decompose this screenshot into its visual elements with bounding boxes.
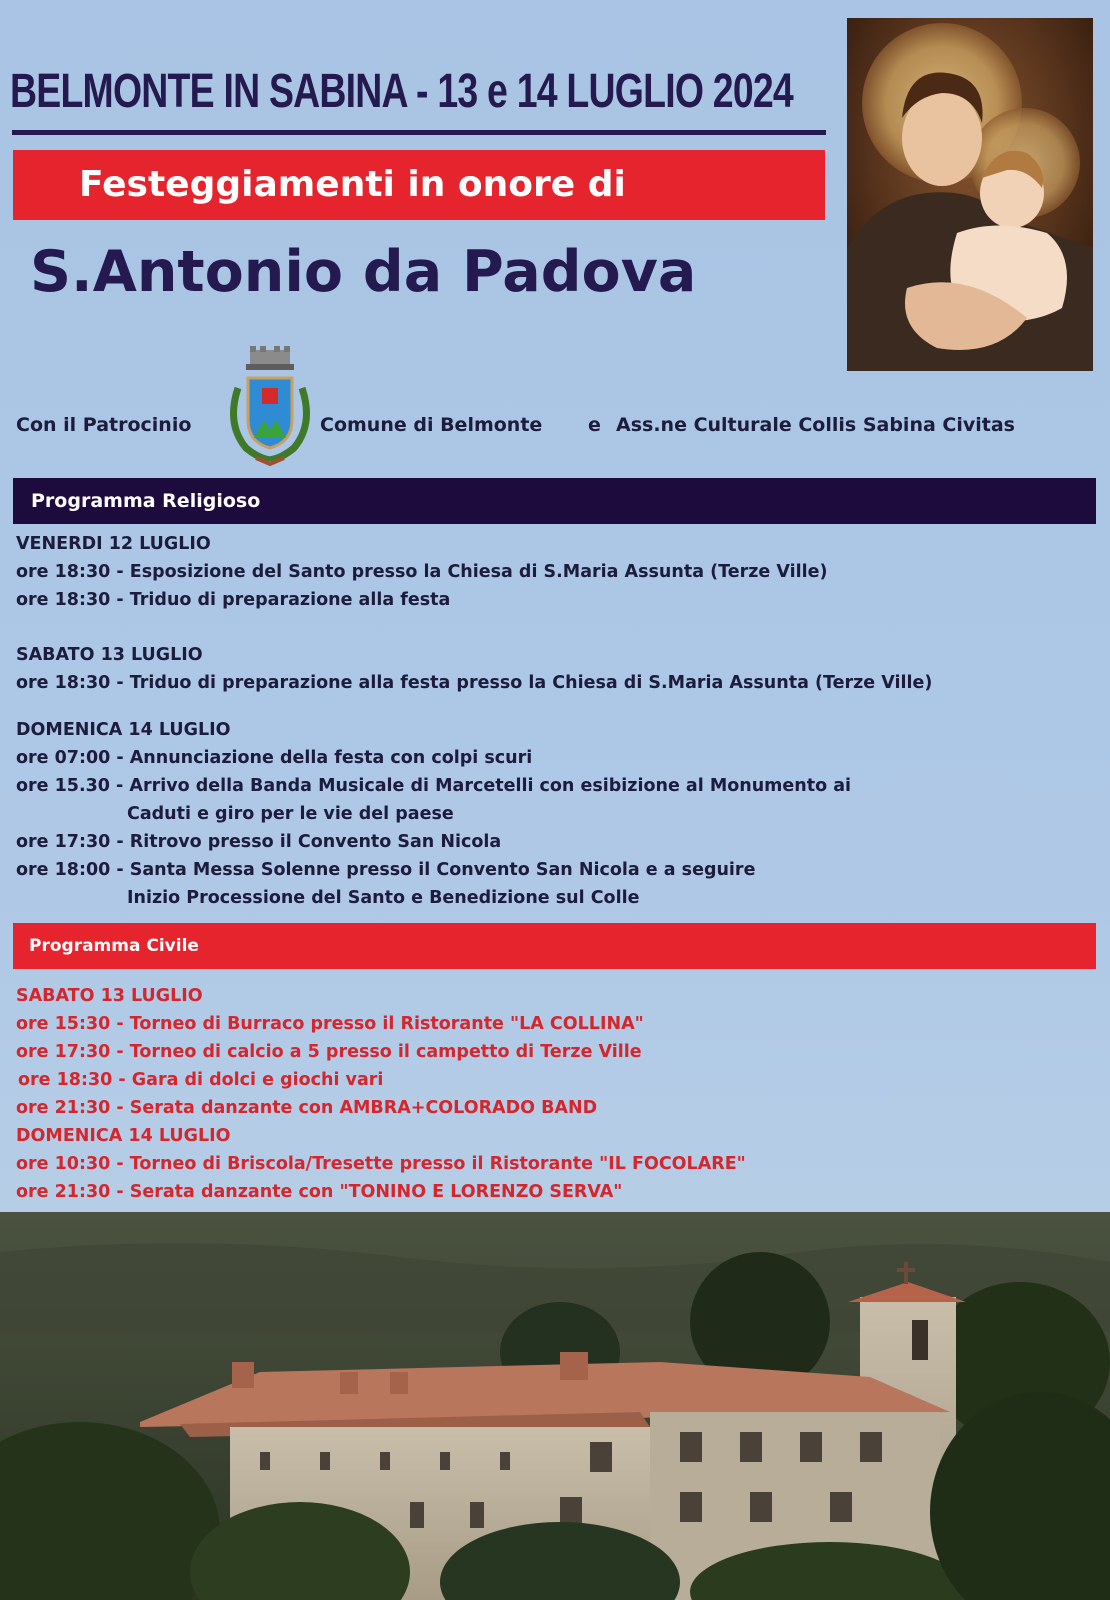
convent-landscape-illustration [0, 1212, 1110, 1600]
schedule-item: ore 21:30 - Serata danzante con "TONINO E LORENZO SERVA" [16, 1182, 623, 1202]
patronage-connector: e [588, 414, 601, 436]
schedule-item: ore 18:30 - Gara di dolci e giochi vari [18, 1070, 384, 1090]
schedule-item: ore 18:30 - Triduo di preparazione alla festa [16, 590, 451, 610]
convent-landscape-image [0, 1212, 1110, 1600]
civil-program-header: Programma Civile [13, 923, 1096, 969]
belmonte-crest-icon [224, 344, 316, 472]
civil-program [16, 983, 1096, 1203]
patronage-comune: Comune di Belmonte [320, 414, 543, 436]
saint-painting-illustration [847, 18, 1093, 371]
schedule-item: ore 18:30 - Triduo di preparazione alla festa presso la Chiesa di S.Maria Assunta (Terze Ville) [16, 673, 933, 693]
schedule-item: ore 10:30 - Torneo di Briscola/Tresette presso il Ristorante "IL FOCOLARE" [16, 1154, 746, 1174]
poster-title: BELMONTE IN SABINA - 13 e 14 LUGLIO 2024 [10, 65, 793, 118]
day-title: DOMENICA 14 LUGLIO [16, 720, 231, 740]
schedule-item-continuation: Inizio Processione del Santo e Benedizione sul Colle [127, 888, 640, 908]
schedule-item: ore 15:30 - Torneo di Burraco presso il Ristorante "LA COLLINA" [16, 1014, 644, 1034]
day-title: SABATO 13 LUGLIO [16, 645, 203, 665]
religious-program [16, 531, 1096, 911]
schedule-item: ore 17:30 - Torneo di calcio a 5 presso il campetto di Terze Ville [16, 1042, 642, 1062]
schedule-item: ore 07:00 - Annunciazione della festa con colpi scuri [16, 748, 533, 768]
saint-name: S.Antonio da Padova [30, 239, 697, 305]
schedule-item: ore 15.30 - Arrivo della Banda Musicale di Marcetelli con esibizione al Monumento ai [16, 776, 852, 796]
patronage-row [16, 400, 1106, 470]
schedule-item: ore 17:30 - Ritrovo presso il Convento San Nicola [16, 832, 502, 852]
saint-painting-image [847, 18, 1093, 371]
day-title: SABATO 13 LUGLIO [16, 986, 203, 1006]
day-title: DOMENICA 14 LUGLIO [16, 1126, 231, 1146]
day-title: VENERDI 12 LUGLIO [16, 534, 211, 554]
schedule-item-continuation: Caduti e giro per le vie del paese [127, 804, 454, 824]
patronage-label: Con il Patrocinio [16, 414, 192, 436]
schedule-item: ore 18:30 - Esposizione del Santo presso la Chiesa di S.Maria Assunta (Terze Ville) [16, 562, 828, 582]
schedule-item: ore 21:30 - Serata danzante con AMBRA+COLORADO BAND [16, 1098, 598, 1118]
schedule-item: ore 18:00 - Santa Messa Solenne presso il Convento San Nicola e a seguire [16, 860, 756, 880]
patronage-association: Ass.ne Culturale Collis Sabina Civitas [616, 414, 1015, 436]
festivities-banner: Festeggiamenti in onore di [13, 150, 825, 220]
title-underline [12, 130, 826, 135]
religious-program-header: Programma Religioso [13, 478, 1096, 524]
